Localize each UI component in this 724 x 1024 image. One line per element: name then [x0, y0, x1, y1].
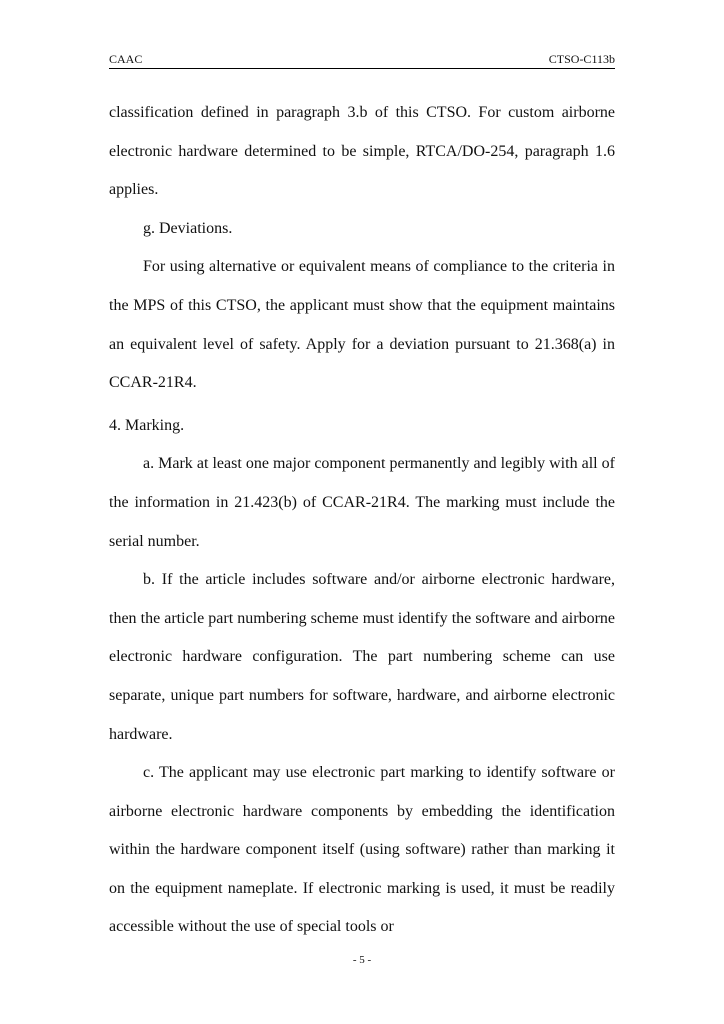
- paragraph-deviations: For using alternative or equivalent means of compliance to the criteria in the MPS of this CTSO, the applicant must show that the equipment maintains an equivalent level of safety. Apply for a deviation pursuant to 21.368(a) in CCAR-21R4.: [109, 258, 615, 392]
- section-heading-deviations: g. Deviations.: [143, 219, 233, 237]
- paragraph-marking-b: b. If the article includes software and/or airborne electronic hardware, then the article part numbering scheme must identify the software and airborne electronic hardware configuration. The part numbering scheme can use separate, unique part numbers for software, hardware, and airborne electronic hardware.: [109, 571, 615, 743]
- section-heading-marking: 4. Marking.: [109, 416, 185, 434]
- document-body: [109, 94, 615, 947]
- page-number: - 5 -: [352, 954, 372, 966]
- paragraph-marking-a: a. Mark at least one major component permanently and legibly with all of the information in 21.423(b) of CCAR-21R4. The marking must include the serial number.: [109, 455, 615, 550]
- header-doc-id: CTSO-C113b: [548, 52, 615, 66]
- page-header: [109, 52, 615, 69]
- paragraph-continuation: classification defined in paragraph 3.b of this CTSO. For custom airborne electronic hardware determined to be simple, RTCA/DO-254, paragraph 1.6 applies.: [109, 104, 615, 199]
- header-org: CAAC: [109, 52, 143, 66]
- paragraph-marking-c: c. The applicant may use electronic part marking to identify software or airborne electronic hardware components by embedding the identification within the hardware component itself (using software) rather than marking it on the equipment nameplate. If electronic marking is used, it must be readily accessible without the use of special tools or: [109, 764, 615, 936]
